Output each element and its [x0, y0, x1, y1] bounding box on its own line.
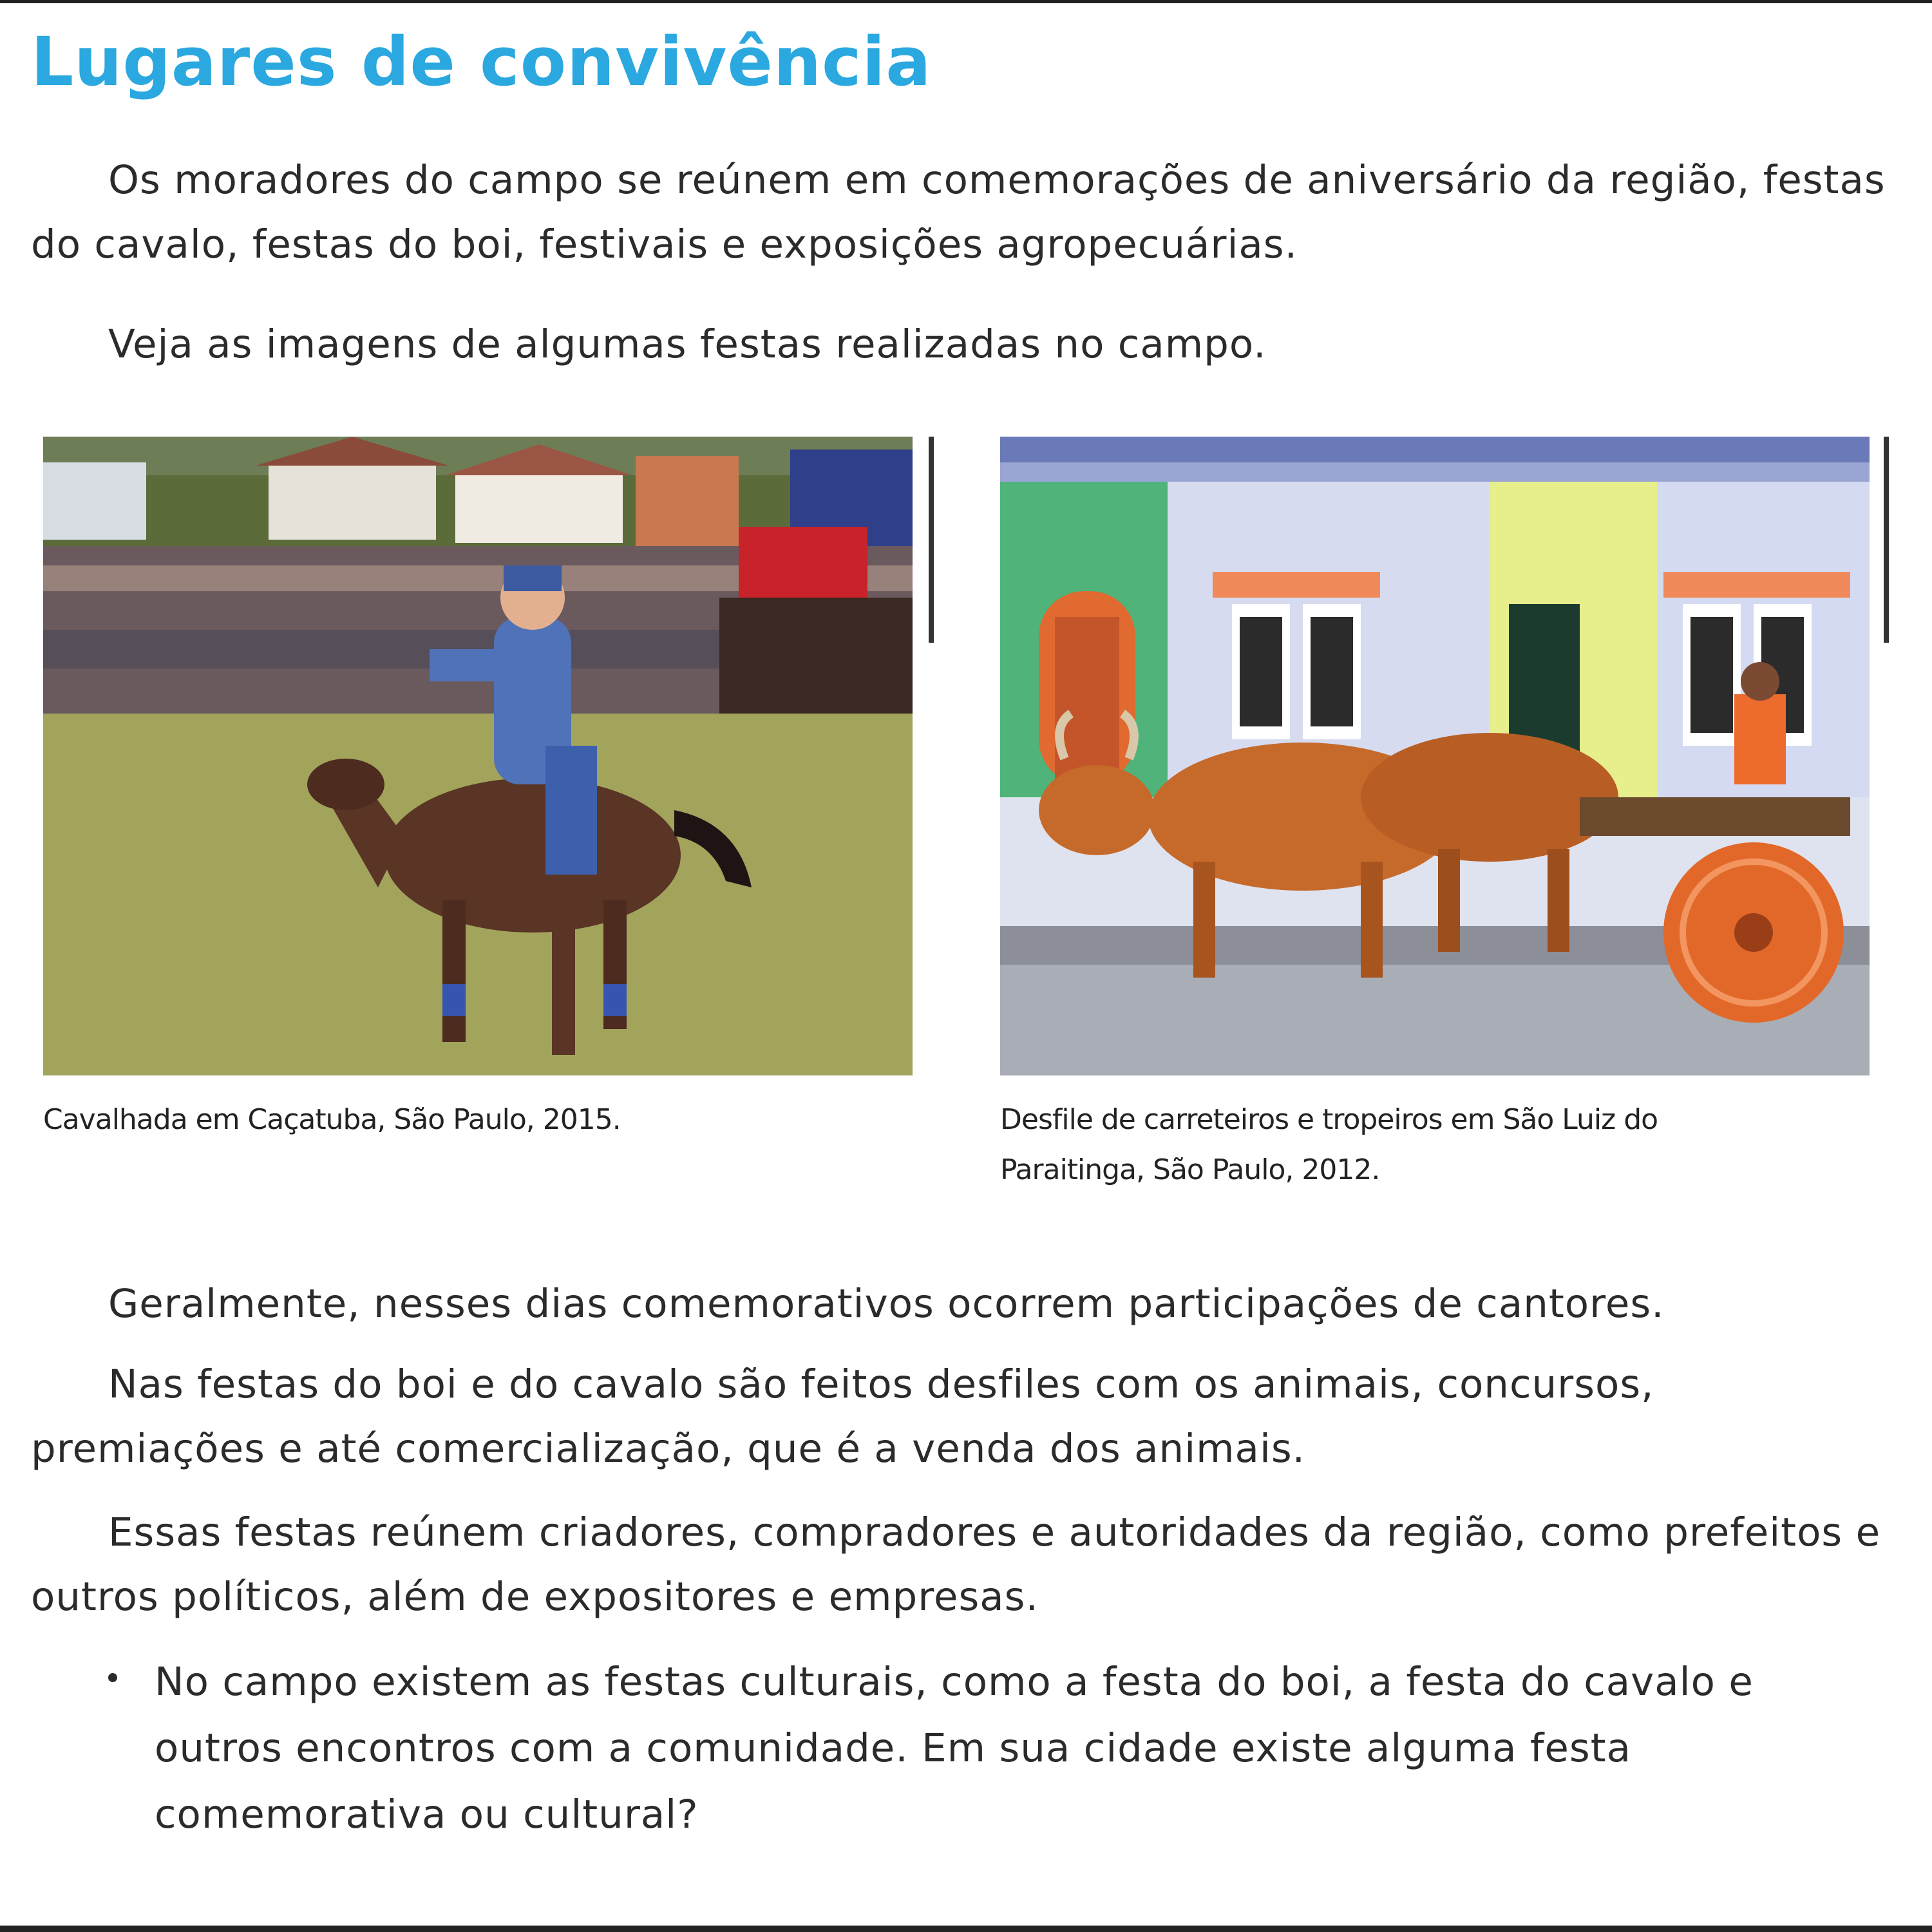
ox-cart-parade-photo: [1000, 437, 1870, 1075]
top-border: [0, 0, 1932, 3]
page-title: Lugares de convivência: [31, 23, 932, 101]
photo-credit-1: [929, 437, 934, 643]
photo-credit-2: [1884, 437, 1889, 643]
ox-cart-illustration: [1000, 437, 1870, 1075]
parades-paragraph: Nas festas do boi e do cavalo são feitos desfiles com os animais, concursos, premiações e até comercialização, que é a venda dos animais.: [31, 1361, 1654, 1472]
gatherings-paragraph: Essas festas reúnem criadores, compradores e autoridades da região, como prefeitos e outros políticos, além de expositores e empresas.: [31, 1510, 1881, 1620]
cavalhada-illustration: [43, 437, 913, 1075]
cavalhada-photo: [43, 437, 913, 1075]
singers-paragraph: Geralmente, nesses dias comemorativos ocorrem participações de cantores.: [108, 1281, 1665, 1327]
cavalhada-caption: Cavalhada em Caçatuba, São Paulo, 2015.: [43, 1103, 621, 1136]
intro-paragraph: Os moradores do campo se reúnem em comemorações de aniversário da região, festas do cavalo, festas do boi, festivais e exposições agropecuárias.: [31, 157, 1886, 267]
images-intro-paragraph: Veja as imagens de algumas festas realizadas no campo.: [108, 321, 1267, 367]
bottom-border: [0, 1926, 1932, 1932]
bullet-marker: [108, 1673, 117, 1682]
ox-cart-caption: Desfile de carreteiros e tropeiros em São Luiz do Paraitinga, São Paulo, 2012.: [1000, 1103, 1658, 1186]
discussion-question: No campo existem as festas culturais, como a festa do boi, a festa do cavalo e outros encontros com a comunidade. Em sua cidade existe alguma festa comemorativa ou cultural?: [155, 1659, 1754, 1837]
